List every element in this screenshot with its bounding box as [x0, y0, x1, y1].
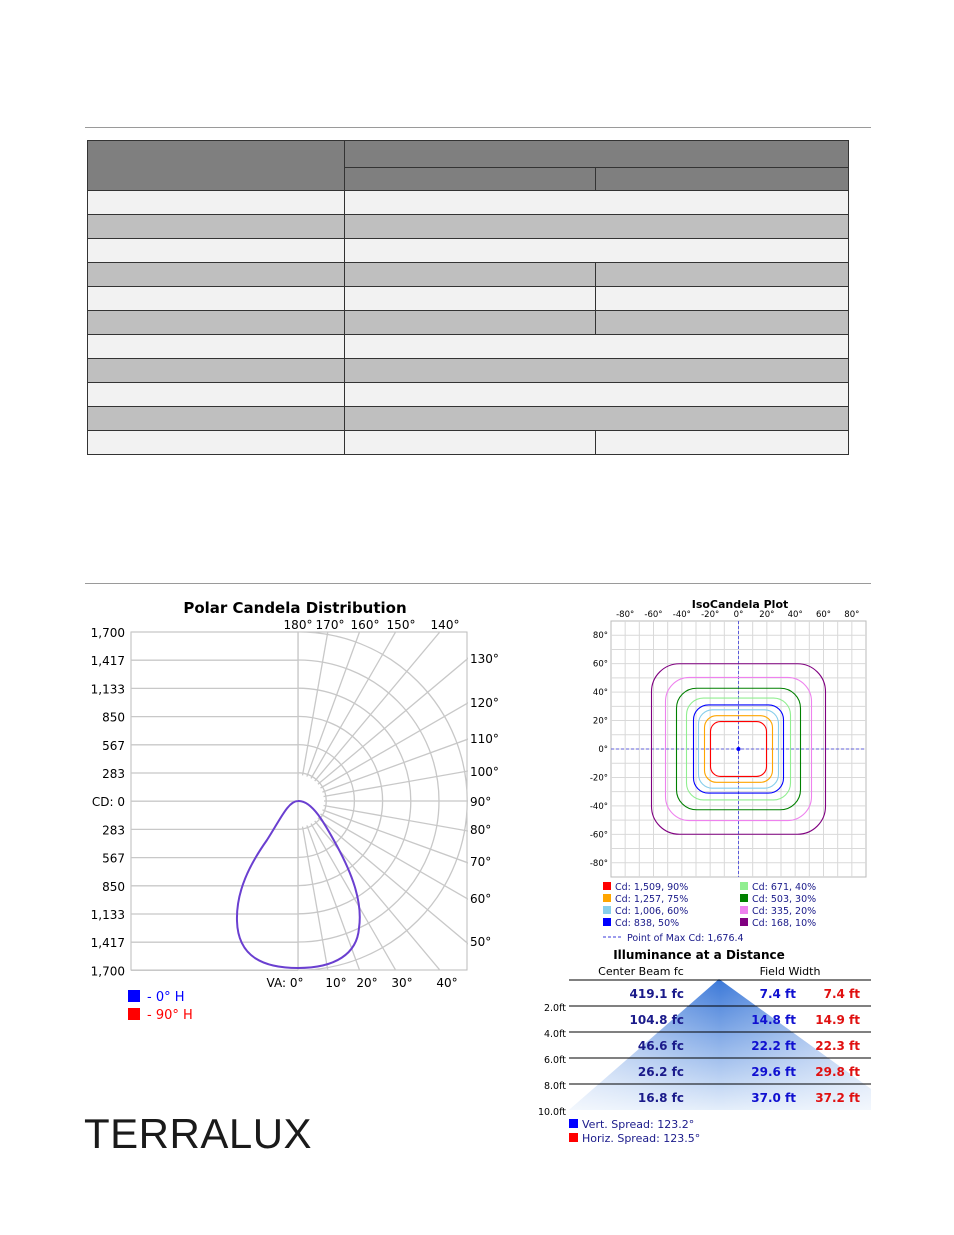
polar-angle-label: 150°	[386, 618, 416, 632]
iso-legend	[603, 882, 816, 944]
legend-label: - 0° H	[147, 990, 185, 1005]
illum-width-horiz: 37.2 ft	[815, 1091, 860, 1105]
iso-legend-label: Cd: 503, 30%	[752, 894, 817, 905]
iso-x-tick: -20°	[701, 610, 720, 620]
iso-x-tick: -80°	[616, 610, 635, 620]
illum-width-horiz: 14.9 ft	[815, 1013, 860, 1027]
iso-grid	[590, 610, 866, 877]
table-header-cell	[596, 168, 849, 191]
iso-x-tick: -60°	[644, 610, 663, 620]
illum-center-fc: 104.8 fc	[629, 1013, 684, 1027]
table-cell	[596, 311, 849, 335]
table-row	[88, 311, 849, 335]
field-width-header: Field Width	[759, 965, 821, 978]
table-cell	[345, 191, 849, 215]
table-cell	[88, 191, 345, 215]
polar-angle-label: 40°	[436, 976, 458, 990]
polar-y-tick: 1,700	[90, 626, 125, 640]
table-cell	[345, 215, 849, 239]
table-cell	[596, 263, 849, 287]
polar-angle-label: 160°	[350, 618, 380, 632]
polar-angle-label: 130°	[470, 652, 499, 666]
illum-center-fc: 16.8 fc	[637, 1091, 684, 1105]
illum-legend	[569, 1118, 700, 1145]
iso-legend-label: Cd: 838, 50%	[615, 918, 680, 929]
polar-angle-label: 20°	[356, 976, 378, 990]
polar-y-tick: 567	[102, 738, 125, 753]
table-cell	[345, 311, 596, 335]
table-row	[88, 383, 849, 407]
table-header-row	[88, 141, 849, 168]
illum-center-fc: 26.2 fc	[637, 1065, 684, 1079]
middle-divider	[85, 583, 871, 584]
polar-angle-label: 10°	[325, 976, 347, 990]
table-cell	[88, 431, 345, 455]
iso-x-tick: 20°	[759, 610, 775, 620]
table-row	[88, 191, 849, 215]
table-row	[88, 407, 849, 431]
legend-swatch	[128, 1008, 140, 1020]
table-cell	[345, 239, 849, 263]
polar-angle-label: 80°	[470, 823, 492, 837]
polar-angle-label: 120°	[470, 696, 499, 710]
illum-distance: 6.0ft	[543, 1055, 566, 1066]
table-row	[88, 431, 849, 455]
polar-angle-label: VA: 0°	[266, 976, 304, 990]
table-row	[88, 215, 849, 239]
iso-x-tick: 0°	[733, 610, 744, 620]
table-row	[88, 239, 849, 263]
polar-y-tick: CD: 0	[91, 795, 125, 810]
table-cell	[345, 383, 849, 407]
spread-swatch	[569, 1133, 578, 1142]
iso-y-tick: 0°	[598, 745, 608, 755]
table-cell	[88, 263, 345, 287]
polar-legend	[128, 990, 193, 1023]
spec-table	[87, 140, 849, 455]
iso-y-tick: 40°	[592, 688, 608, 699]
illum-center-fc: 419.1 fc	[629, 987, 684, 1001]
polar-angle-label: 50°	[470, 935, 492, 949]
table-row	[88, 263, 849, 287]
center-beam-header: Center Beam fc	[598, 965, 684, 978]
iso-legend-swatch	[603, 918, 611, 926]
table-row	[88, 287, 849, 311]
iso-legend-label: Cd: 1,257, 75%	[615, 894, 689, 905]
polar-y-tick: 1,417	[90, 654, 125, 669]
polar-candela-chart	[80, 596, 510, 1032]
polar-y-tick: 1,417	[90, 936, 125, 951]
polar-angle-label: 110°	[470, 732, 499, 746]
iso-legend-swatch	[603, 906, 611, 914]
table-cell	[88, 215, 345, 239]
illum-distance: 4.0ft	[543, 1029, 566, 1040]
table-cell	[88, 359, 345, 383]
table-cell	[345, 263, 596, 287]
iso-legend-swatch	[740, 918, 748, 926]
polar-angle-label: 140°	[430, 618, 460, 632]
table-cell	[88, 287, 345, 311]
legend-label: - 90° H	[147, 1008, 193, 1023]
terralux-logo: TERRALUX	[84, 1110, 313, 1157]
iso-y-tick: 20°	[592, 716, 608, 727]
iso-legend-swatch	[740, 894, 748, 902]
table-header-cell	[345, 168, 596, 191]
iso-x-tick: 40°	[787, 610, 803, 620]
table-cell	[596, 287, 849, 311]
iso-legend-label: Cd: 335, 20%	[752, 906, 817, 917]
polar-y-tick: 1,133	[90, 908, 125, 922]
table-cell	[88, 239, 345, 263]
illum-width-horiz: 29.8 ft	[815, 1065, 860, 1079]
polar-angle-label: 100°	[470, 765, 499, 779]
iso-y-tick: -40°	[589, 801, 608, 812]
iso-y-tick: 80°	[592, 631, 608, 642]
table-cell	[345, 287, 596, 311]
illum-distance: 2.0ft	[543, 1003, 566, 1014]
legend-swatch	[128, 990, 140, 1002]
illum-width-horiz: 7.4 ft	[823, 987, 860, 1001]
table-cell	[88, 311, 345, 335]
table-cell	[88, 335, 345, 359]
iso-legend-label: Cd: 168, 10%	[752, 918, 817, 929]
polar-y-tick: 1,133	[90, 682, 125, 697]
iso-y-tick: -80°	[589, 858, 608, 869]
iso-x-tick: 80°	[844, 610, 860, 620]
iso-legend-swatch	[603, 894, 611, 902]
illum-center-fc: 46.6 fc	[637, 1039, 684, 1053]
table-row	[88, 359, 849, 383]
illum-distance: 8.0ft	[543, 1081, 566, 1092]
illum-width-vert: 14.8 ft	[751, 1013, 796, 1027]
table-cell	[596, 431, 849, 455]
iso-y-tick: 60°	[592, 659, 608, 670]
spread-label: Horiz. Spread: 123.5°	[582, 1132, 701, 1145]
iso-legend-label: Cd: 671, 40%	[752, 882, 817, 893]
iso-legend-label: Cd: 1,509, 90%	[615, 882, 689, 893]
iso-x-tick: -40°	[672, 610, 691, 620]
max-point-label: Point of Max Cd: 1,676.4	[627, 933, 744, 944]
table-cell	[345, 407, 849, 431]
illum-width-vert: 37.0 ft	[751, 1091, 796, 1105]
polar-angle-label: 180°	[283, 618, 313, 632]
iso-legend-label: Cd: 1,006, 60%	[615, 906, 689, 917]
polar-y-tick: 1,700	[90, 964, 125, 979]
isocandela-chart	[584, 596, 874, 946]
polar-angle-label: 60°	[470, 892, 492, 906]
illum-width-vert: 22.2 ft	[751, 1039, 796, 1053]
illuminance-chart	[526, 944, 876, 1152]
table-row	[88, 335, 849, 359]
table-header-cell	[88, 141, 345, 191]
illum-width-vert: 7.4 ft	[759, 987, 796, 1001]
spread-swatch	[569, 1119, 578, 1128]
polar-y-tick: 283	[102, 767, 125, 781]
spread-label: Vert. Spread: 123.2°	[582, 1118, 695, 1131]
polar-angle-label: 70°	[470, 855, 492, 869]
illum-distance: 10.0ft	[537, 1107, 566, 1118]
illum-title: Illuminance at a Distance	[613, 948, 785, 962]
top-divider	[85, 127, 871, 128]
polar-angle-label: 90°	[470, 795, 492, 809]
polar-angle-label: 170°	[315, 618, 345, 632]
illum-width-vert: 29.6 ft	[751, 1065, 796, 1079]
iso-y-tick: -20°	[589, 773, 608, 784]
iso-legend-swatch	[603, 882, 611, 890]
polar-angle-label: 30°	[391, 976, 413, 990]
iso-legend-swatch	[740, 882, 748, 890]
table-cell	[345, 359, 849, 383]
polar-y-tick: 850	[102, 879, 125, 894]
iso-legend-swatch	[740, 906, 748, 914]
polar-y-tick: 567	[102, 851, 125, 866]
table-header-cell	[345, 141, 849, 168]
polar-y-tick: 850	[102, 710, 125, 725]
iso-title: IsoCandela Plot	[691, 598, 789, 611]
polar-title: Polar Candela Distribution	[183, 599, 407, 617]
table-cell	[345, 335, 849, 359]
polar-y-tick: 283	[102, 823, 125, 838]
iso-x-tick: 60°	[815, 610, 832, 620]
table-cell	[88, 407, 345, 431]
max-point-marker	[737, 747, 741, 751]
table-cell	[345, 431, 596, 455]
table-cell	[88, 383, 345, 407]
illum-width-horiz: 22.3 ft	[815, 1039, 860, 1053]
iso-y-tick: -60°	[589, 830, 608, 841]
